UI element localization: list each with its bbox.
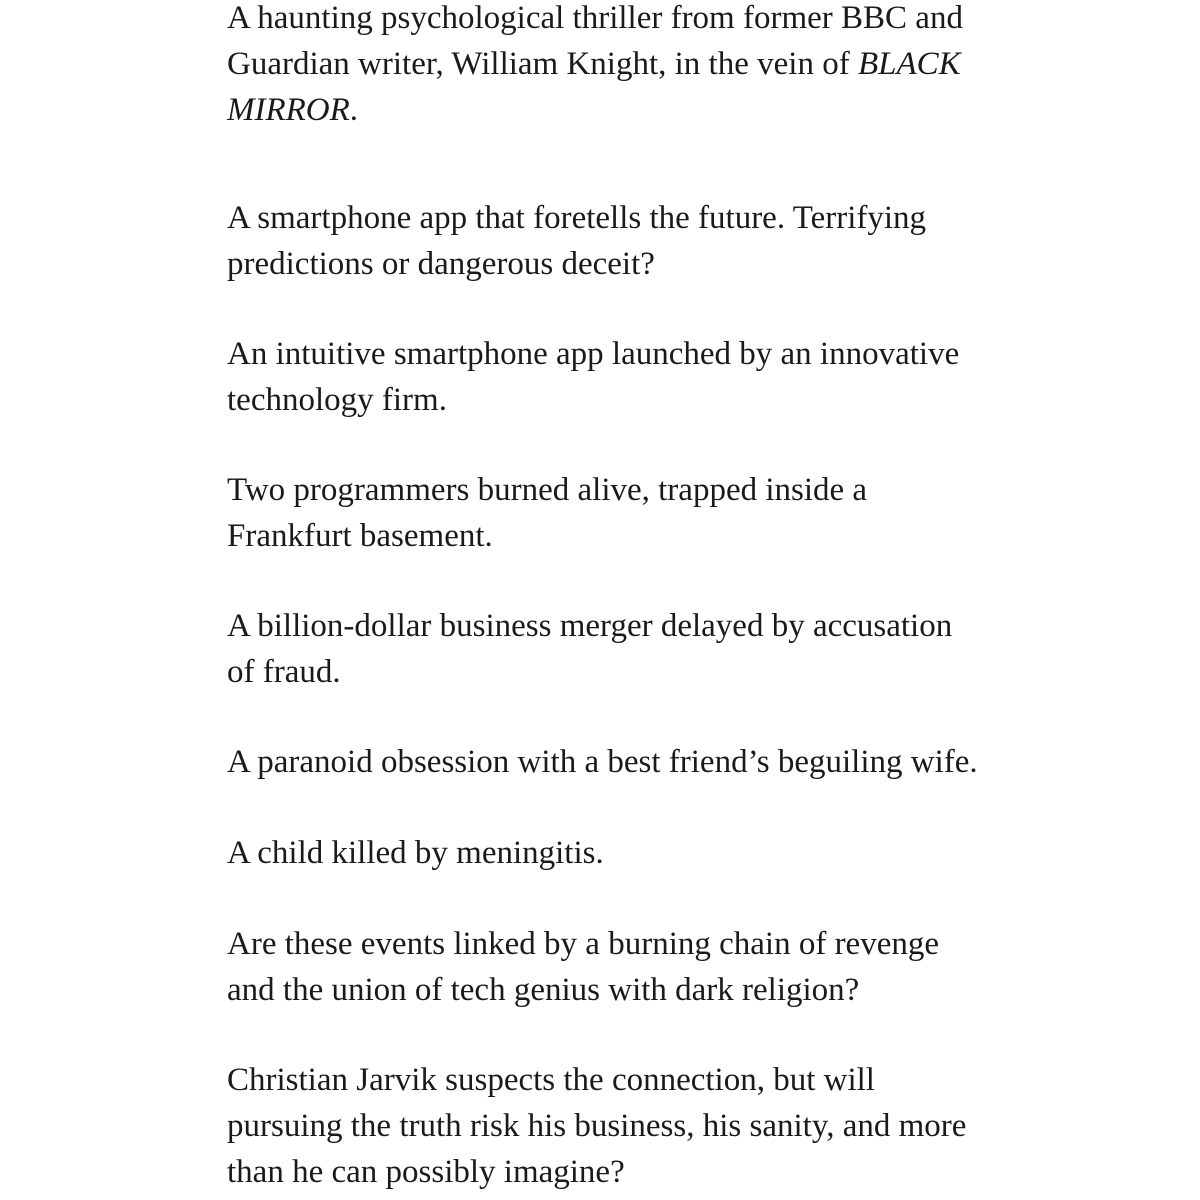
merger-line-1: A billion-dollar business merger delayed by accusation	[227, 608, 953, 644]
child-paragraph	[227, 830, 987, 876]
question-paragraph	[227, 921, 987, 1013]
tagline-paragraph	[227, 195, 987, 287]
app-line-1: An intuitive smartphone app launched by an innovative	[227, 336, 960, 372]
tagline-line-1: A smartphone app that foretells the future. Terrifying	[227, 200, 927, 236]
intro-line-1: A haunting psychological thriller from former BBC and	[227, 0, 963, 36]
closing-line-2: pursuing the truth risk his business, his sanity, and more	[227, 1108, 967, 1144]
intro-line-2	[227, 41, 987, 87]
tagline-line-2: predictions or dangerous deceit?	[227, 246, 655, 282]
show-title-part-1: BLACK	[857, 46, 961, 82]
obsession-line-1: A paranoid obsession with a best friend’s beguiling wife.	[227, 744, 978, 780]
app-line-2: technology firm.	[227, 382, 447, 418]
merger-line-2: of fraud.	[227, 654, 341, 690]
question-line-1: Are these events linked by a burning chain of revenge	[227, 926, 939, 962]
show-title-part-2: MIRROR	[227, 92, 350, 128]
intro-paragraph	[227, 0, 987, 133]
programmers-line-1: Two programmers burned alive, trapped inside a	[227, 472, 868, 508]
programmers-line-2: Frankfurt basement.	[227, 518, 493, 554]
closing-line-3: than he can possibly imagine?	[227, 1154, 625, 1190]
child-line-1: A child killed by meningitis.	[227, 835, 604, 871]
obsession-paragraph	[227, 739, 987, 785]
intro-line-3	[227, 87, 987, 133]
question-line-2: and the union of tech genius with dark religion?	[227, 972, 860, 1008]
programmers-paragraph	[227, 467, 987, 559]
merger-paragraph	[227, 603, 987, 695]
intro-line-3-text: .	[349, 92, 359, 128]
intro-line-2-text: Guardian writer, William Knight, in the vein of	[227, 46, 858, 82]
app-paragraph	[227, 331, 987, 423]
closing-line-1: Christian Jarvik suspects the connection, but will	[227, 1062, 875, 1098]
closing-paragraph	[227, 1057, 987, 1195]
